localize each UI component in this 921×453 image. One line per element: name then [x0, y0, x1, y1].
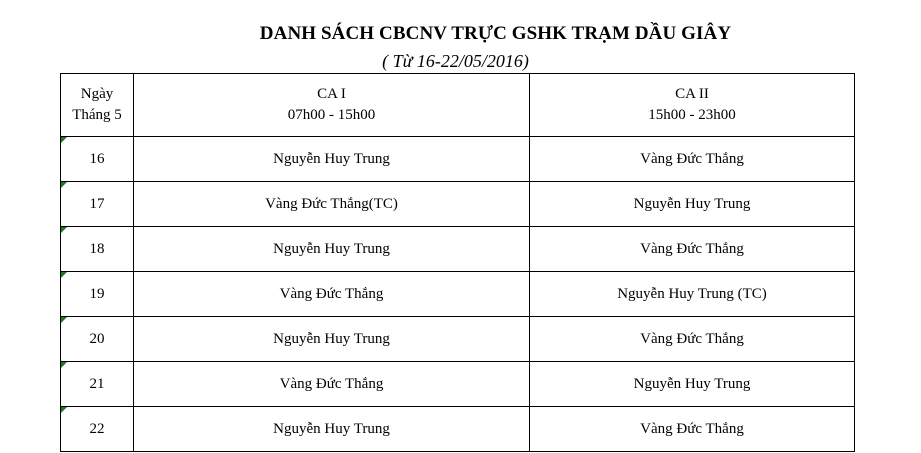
- date-range-subtitle: ( Từ 16-22/05/2016): [382, 51, 529, 71]
- day-cell[interactable]: [61, 137, 134, 182]
- shift1-cell[interactable]: [134, 227, 530, 272]
- shift2-person: Nguyễn Huy Trung (TC): [617, 285, 767, 302]
- day-cell[interactable]: [61, 227, 134, 272]
- shift1-person: Nguyễn Huy Trung: [273, 150, 390, 167]
- shift2-person: Vàng Đức Thắng: [640, 420, 744, 437]
- day-value: 21: [89, 375, 105, 392]
- shift2-cell[interactable]: [530, 137, 855, 182]
- day-value: 22: [89, 420, 105, 437]
- shift1-person: Nguyễn Huy Trung: [273, 240, 390, 257]
- day-cell[interactable]: [61, 182, 134, 227]
- shift1-cell[interactable]: [134, 317, 530, 362]
- header-shift1-cell[interactable]: [134, 74, 530, 137]
- shift2-cell[interactable]: [530, 317, 855, 362]
- shift2-person: Vàng Đức Thắng: [640, 240, 744, 257]
- header-shift2-name: CA II: [675, 86, 709, 102]
- shift1-cell[interactable]: [134, 182, 530, 227]
- shift1-person: Vàng Đức Thắng(TC): [265, 195, 398, 212]
- day-cell[interactable]: [61, 272, 134, 317]
- table-row: [61, 407, 855, 452]
- shift1-person: Vàng Đức Thắng: [279, 375, 384, 392]
- cell-comment-marker: [61, 407, 67, 413]
- day-value: 20: [89, 330, 105, 347]
- header-day-cell[interactable]: [61, 74, 134, 137]
- day-value: 16: [89, 150, 105, 167]
- shift1-cell[interactable]: [134, 272, 530, 317]
- cell-comment-marker: [61, 137, 67, 143]
- header-day-line2: Tháng 5: [72, 107, 122, 123]
- table-row: [61, 182, 855, 227]
- shift1-cell[interactable]: [134, 137, 530, 182]
- page-title: DANH SÁCH CBCNV TRỰC GSHK TRẠM DẦU GIÂY: [259, 23, 732, 44]
- shift2-person: Nguyễn Huy Trung: [633, 195, 751, 212]
- day-cell[interactable]: [61, 407, 134, 452]
- shift1-cell[interactable]: [134, 407, 530, 452]
- cell-comment-marker: [61, 182, 67, 188]
- shift2-cell[interactable]: [530, 272, 855, 317]
- table-row: [61, 362, 855, 407]
- shift2-person: Vàng Đức Thắng: [640, 150, 744, 167]
- shift1-person: Nguyễn Huy Trung: [273, 420, 390, 437]
- header-shift2-cell[interactable]: [530, 74, 855, 137]
- shift2-cell[interactable]: [530, 362, 855, 407]
- shift2-cell[interactable]: [530, 182, 855, 227]
- day-value: 18: [89, 240, 105, 257]
- duty-roster-table: [60, 73, 855, 452]
- cell-comment-marker: [61, 317, 67, 323]
- shift1-person: Vàng Đức Thắng: [279, 285, 384, 302]
- shift2-cell[interactable]: [530, 227, 855, 272]
- table-row: [61, 317, 855, 362]
- header-shift1-time: 07h00 - 15h00: [287, 107, 376, 123]
- shift2-cell[interactable]: [530, 407, 855, 452]
- shift1-cell[interactable]: [134, 362, 530, 407]
- header-shift1-name: CA I: [317, 86, 346, 102]
- day-cell[interactable]: [61, 317, 134, 362]
- cell-comment-marker: [61, 362, 67, 368]
- header-day-line1: Ngày: [80, 86, 114, 102]
- cell-comment-marker: [61, 272, 67, 278]
- shift2-person: Vàng Đức Thắng: [640, 330, 744, 347]
- cell-comment-marker: [61, 227, 67, 233]
- day-value: 17: [89, 195, 105, 212]
- table-row: [61, 272, 855, 317]
- table-row: [61, 227, 855, 272]
- day-cell[interactable]: [61, 362, 134, 407]
- header-shift2-time: 15h00 - 23h00: [648, 107, 736, 123]
- shift1-person: Nguyễn Huy Trung: [273, 330, 390, 347]
- table-header-row: [61, 74, 855, 137]
- shift2-person: Nguyễn Huy Trung: [633, 375, 751, 392]
- day-value: 19: [89, 285, 105, 302]
- table-row: [61, 137, 855, 182]
